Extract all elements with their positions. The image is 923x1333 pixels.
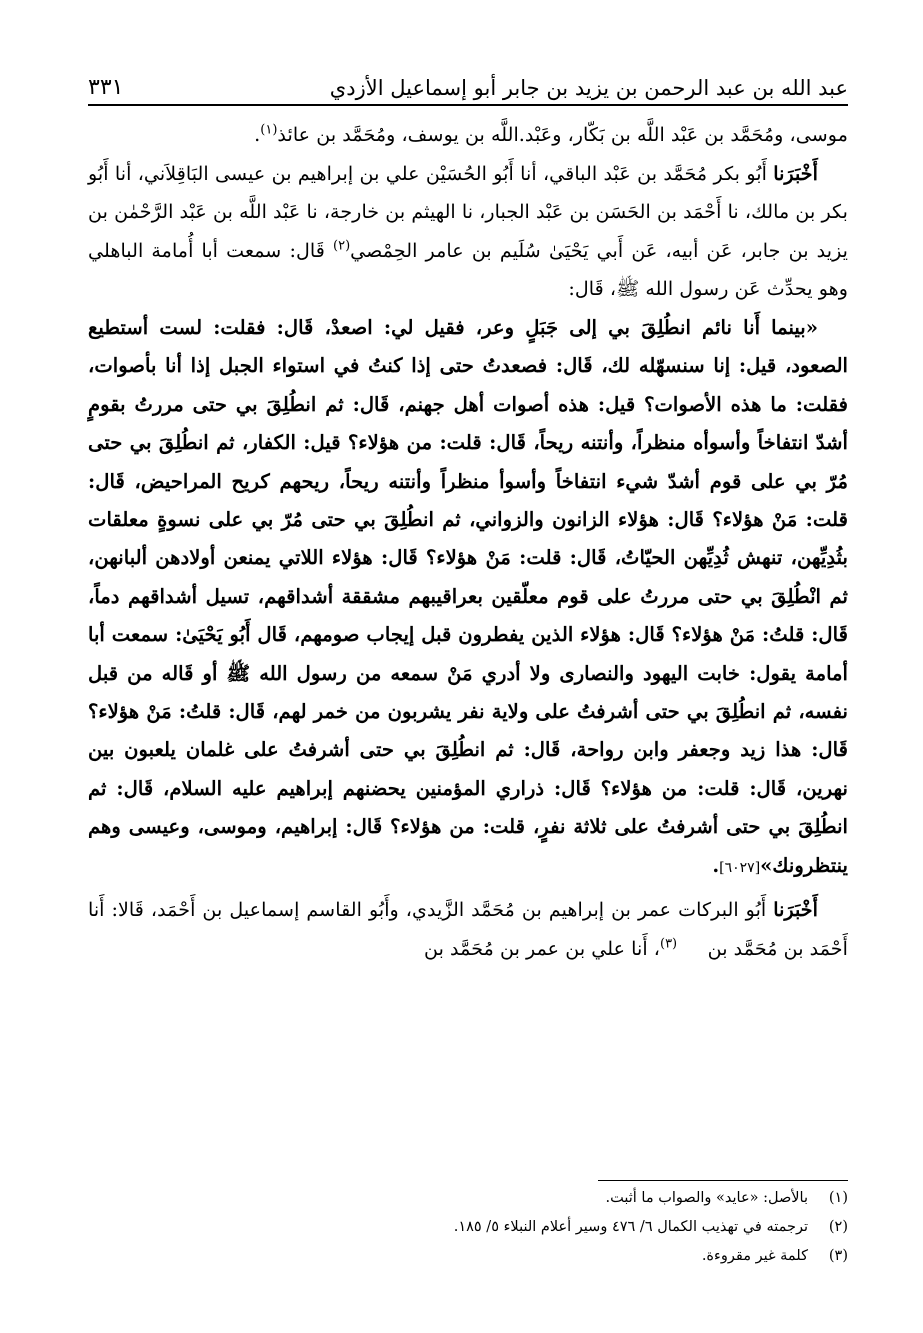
footnote-2-text: ترجمته في تهذيب الكمال ٦/ ٤٧٦ وسير أعلام النبلاء ٥/ ١٨٥. [453,1219,808,1235]
footnote-1-number: (١) [828,1190,848,1206]
running-title: عبد الله بن عبد الرحمن بن يزيد بن جابر أبو إسماعيل الأزدي [329,76,848,100]
hadith-end: . [712,853,720,877]
footnote-3-text: كلمة غير مقروءة. [701,1248,808,1264]
paragraph-2-text: أَبُو بكر مُحَمَّد بن عَبْد الباقي، أنا أَبُو الحُسَيْن علي بن إبراهيم بن عيسى البَاقِلاَني، أنا أَبُو بكر بن مالك، نا أَحْمَد بن الحَسَن بن عَبْد الجبار، نا الهيثم بن خارجة، نا عَبْد اللَّه بن عَبْد الرَّحْمٰن بن يزيد بن جابر، عَن أبيه، عَن أَبي يَحْيَىٰ سُلَيم بن عامر الحِمْصي [88,161,849,262]
footnote-marker-1: (١) [260,122,278,138]
footnotes-section [88,1184,848,1271]
footnote-3 [88,1242,848,1271]
footnote-1 [88,1184,848,1213]
paragraph-3-text-a: أَبُو البركات عمر بن إبراهيم بن مُحَمَّد الزَّيدي، وأَبُو القاسم إسماعيل بن أَحْمَد، قَالا: أَنا أَحْمَد بن مُحَمَّد بن [88,898,848,960]
paragraph-3-text-b: ، أَنا علي بن عمر بن مُحَمَّد بن [423,936,660,960]
book-page [88,62,849,1264]
paragraph-1 [88,116,848,155]
footnote-marker-3: (٣) [659,936,678,952]
paragraph-2 [88,155,848,309]
paragraph-3-lead: أَخْبَرَنا [773,898,818,922]
paragraph-2-lead: أَخْبَرَنا [773,161,818,185]
footnote-2 [88,1213,848,1242]
paragraph-2-end: قَال: سمعت أبا أُمامة الباهلي وهو يحدِّث عَن رسول الله ﷺ، قَال: [88,238,848,301]
hadith-text-block [88,309,848,887]
page-header [88,62,848,106]
paragraph-1-end: . [254,123,261,146]
footnote-3-number: (٣) [828,1248,848,1264]
footnote-marker-2: (٢) [333,238,351,254]
hadith-reference-number: [٦٠٢٧] [719,859,761,876]
paragraph-3 [88,891,848,968]
page-number: ٣٣١ [88,75,124,100]
footnote-2-number: (٢) [828,1219,848,1235]
hadith-text: «بينما أَنا نائم انطُلِقَ بي إلى جَبَلٍ وعر، فقيل لي: اصعدْ، قَال: فقلت: لست أستطيع الصعود، قيل: إنا سنسهّله لك، قَال: فصعدتُ حتى إذا كنتُ في استواء الجبل إذا أنا بأصوات، فقلت: ما هذه الأصوات؟ قيل: هذه أصوات أهل جهنم، قَال: ثم انطُلِقَ بي حتى مررتُ بقومٍ أشدّ انتفاخاً وأسوأه منظراً، وأنتنه ريحاً، قَال: قلت: من هؤلاء؟ قيل: الكفار، ثم انطُلِقَ بي حتى مُرّ بي على قوم أشدّ شيء انتفاخاً وأسوأ منظراً وأنتنه ريحاً، ريحهم كريح المراحيض، قَال: قلت: مَنْ هؤلاء؟ قَال: هؤلاء الزانون والزواني، ثم انطُلِقَ بي حتى مُرّ بي على نسوةٍ معلقات بثُدِيِّهن، تنهش ثُدِيِّهن الحيّاتُ، قَال: قلت: مَنْ هؤلاء؟ قَال: هؤلاء اللاتي يمنعن أولادهن ألبانهن، ثم انْطُلِقَ بي حتى مررتُ على قوم معلّقين بعراقيبهم مشققة أشداقهم، تسيل أشداقهم دماً، قَال: قلتُ: مَنْ هؤلاء؟ قَال: هؤلاء الذين يفطرون قبل إيجاب صومهم، قَال أَبُو يَحْيَىٰ: سمعت أبا أمامة يقول: خابت اليهود والنصارى ولا أدري مَنْ سمعه من رسول الله ﷺ أو قَاله من قبل نفسه، ثم انطُلِقَ بي حتى أشرفتُ على ولاية نفر يشربون من خمر لهم، قَال: قلتُ: مَنْ هؤلاء؟ قَال: هذا زيد وجعفر وابن رواحة، قَال: ثم انطُلِقَ بي حتى أشرفتُ على غلمان يلعبون بين نهرين، قَال: قلت: من هؤلاء؟ قَال: ذراري المؤمنين يحضنهم إبراهيم عليه السلام، قَال: ثم انطُلِقَ بي حتى أشرفتُ على ثلاثة نفرٍ، قلت: من هؤلاء؟ قَال: إبراهيم، وموسى، وعيسى وهم ينتظرونك» [88,315,848,877]
footnote-separator [598,1180,848,1181]
paragraph-1-text: موسى، ومُحَمَّد بن عَبْد اللَّه بن بَكّار، وعَبْد.اللَّه بن يوسف، ومُحَمَّد بن عائذ [277,123,848,146]
main-text [88,116,848,968]
footnote-1-text: بالأصل: «عايد» والصواب ما أثبت. [605,1190,808,1206]
